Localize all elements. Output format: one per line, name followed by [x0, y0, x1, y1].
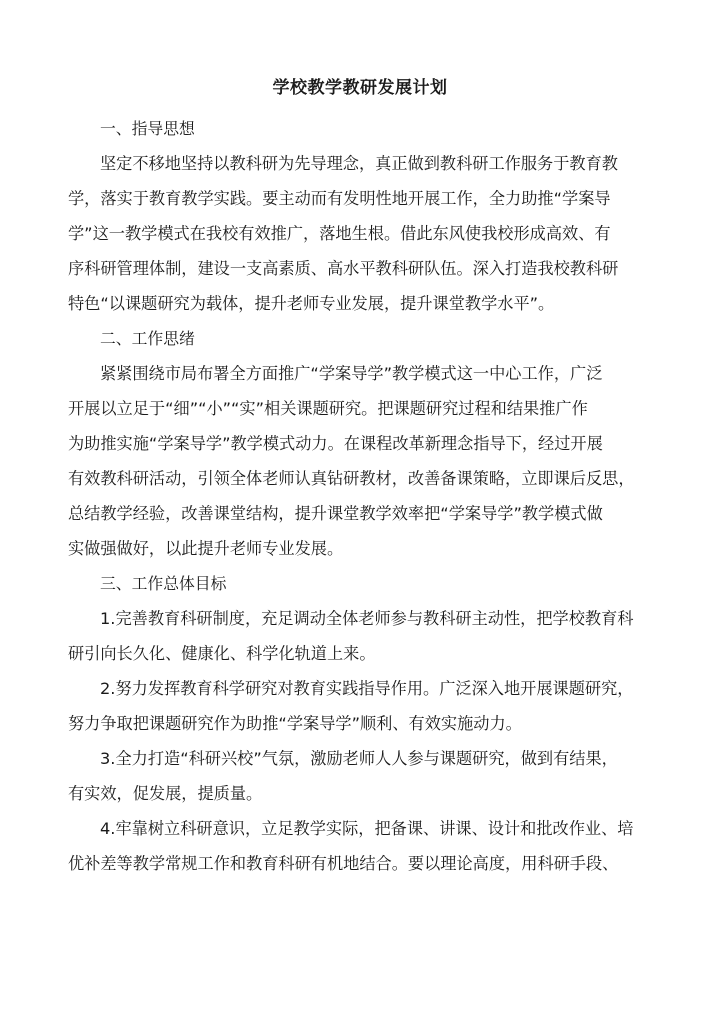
section-heading: 二、工作思绪	[100, 329, 195, 348]
paragraph-line: 坚定不移地坚持以教科研为先导理念，真正做到教科研工作服务于教育教	[100, 154, 618, 173]
paragraph-line: 1.完善教育科研制度，充足调动全体老师参与教科研主动性，把学校教育科	[100, 609, 634, 628]
paragraph-line: 4.牢靠树立科研意识，立足教学实际，把备课、讲课、设计和批改作业、培	[100, 819, 634, 838]
paragraph-line: 开展以立足于“细”“小”“实”相关课题研究。把课题研究过程和结果推广作	[68, 399, 588, 418]
section-heading: 三、工作总体目标	[100, 574, 227, 593]
paragraph-line: 研引向长久化、健康化、科学化轨道上来。	[68, 644, 376, 663]
paragraph-line: 优补差等教学常规工作和教育科研有机地结合。要以理论高度，用科研手段、	[68, 854, 619, 873]
document-body	[68, 111, 658, 881]
paragraph-line: 学”这一教学模式在我校有效推广，落地生根。借此东风使我校形成高效、有	[68, 224, 611, 243]
paragraph-line: 有实效，促发展，提质量。	[68, 784, 263, 803]
paragraph-line: 紧紧围绕市局布署全方面推广“学案导学”教学模式这一中心工作，广泛	[100, 364, 603, 383]
paragraph-line: 总结教学经验，改善课堂结构，提升课堂教学效率把“学案导学”教学模式做	[68, 504, 603, 523]
paragraph-line: 努力争取把课题研究作为助推“学案导学”顺利、有效实施动力。	[68, 714, 522, 733]
paragraph-line: 学，落实于教育教学实践。要主动而有发明性地开展工作，全力助推“学案导	[68, 189, 611, 208]
document-title: 学校教学教研发展计划	[272, 78, 448, 98]
section-heading: 一、指导思想	[100, 119, 195, 138]
paragraph-line: 为助推实施“学案导学”教学模式动力。在课程改革新理念指导下，经过开展	[68, 434, 603, 453]
paragraph-line: 3.全力打造“科研兴校”气氛，激励老师人人参与课题研究，做到有结果，	[100, 749, 618, 768]
paragraph-line: 特色“以课题研究为载体，提升老师专业发展，提升课堂教学水平”。	[68, 294, 555, 313]
paragraph-line: 实做强做好，以此提升老师专业发展。	[68, 539, 344, 558]
paragraph-line: 序科研管理体制，建设一支高素质、高水平教科研队伍。深入打造我校教科研	[68, 259, 619, 278]
paragraph-line: 2.努力发挥教育科学研究对教育实践指导作用。广泛深入地开展课题研究，	[100, 679, 634, 698]
paragraph-line: 有效教科研活动，引领全体老师认真钻研教材，改善备课策略，立即课后反思，	[68, 469, 635, 488]
